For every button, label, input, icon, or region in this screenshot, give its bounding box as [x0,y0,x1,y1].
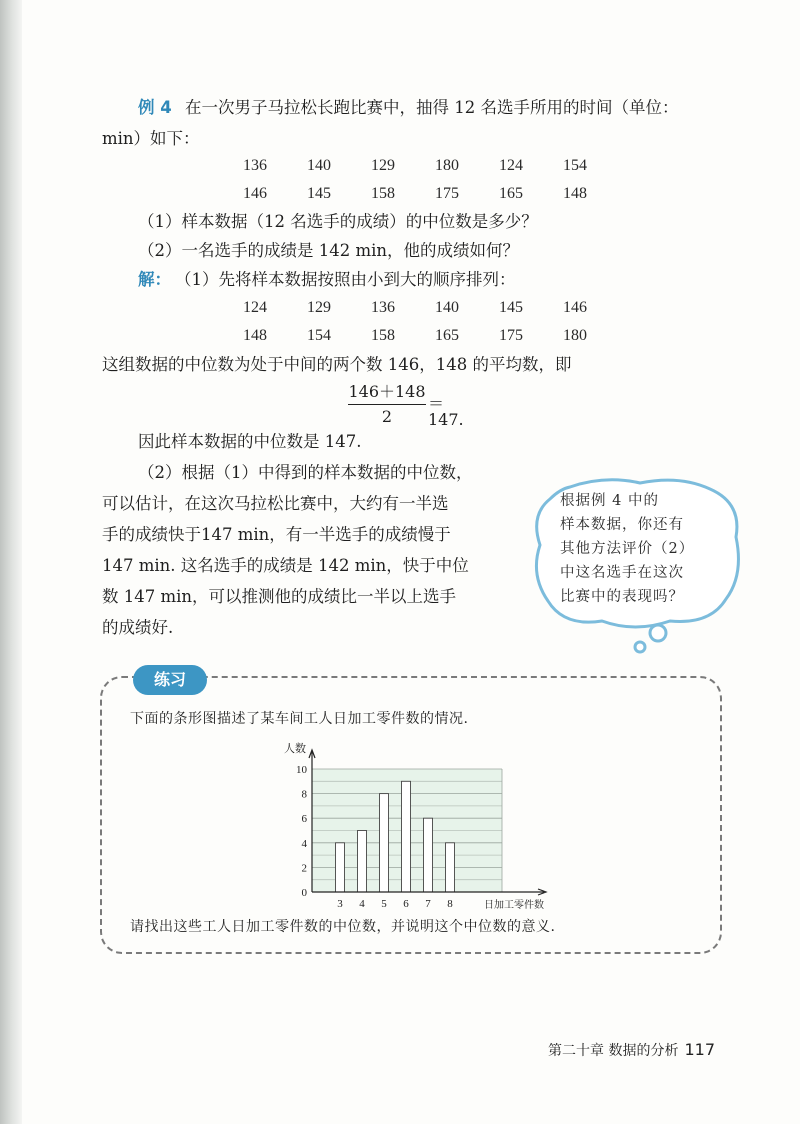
x-tick-label: 4 [359,898,365,910]
x-tick-label: 5 [381,898,387,910]
exercise-prompt: 下面的条形图描述了某车间工人日加工零件数的情况. [130,711,469,727]
exercise-tag: 练习 [133,665,207,695]
page-footer [548,1042,715,1058]
sorted-value: 124 [243,299,267,316]
data-value: 145 [307,185,331,202]
data-value: 146 [243,185,267,202]
sorted-value: 165 [435,327,459,344]
sorted-value: 129 [307,299,331,316]
part2-line-2: 可以估计，在这次马拉松比赛中，大约有一半选 [102,494,449,513]
x-tick-label: 7 [425,898,431,910]
bar-3 [336,843,345,892]
bar-chart [270,740,560,910]
y-tick-label: 8 [301,788,307,801]
solution-label: 解： [138,270,171,289]
example-intro-line2: min）如下： [102,129,200,148]
question-1: （1）样本数据（12 名选手的成绩）的中位数是多少？ [138,212,538,231]
cloud-line-3: 其他方法评价（2） [560,541,695,557]
sorted-row-1 [243,300,627,316]
question-2: （2）一名选手的成绩是 142 min，他的成绩如何？ [138,241,520,260]
data-value: 180 [435,157,459,174]
x-tick-label: 3 [337,898,343,910]
sorted-value: 175 [499,327,523,344]
y-tick-label: 2 [301,862,307,875]
page-number: 117 [684,1040,715,1059]
y-tick-label: 6 [301,813,307,826]
example-label: 例 4 [138,98,172,117]
part2-line-1: （2）根据（1）中得到的样本数据的中位数， [138,463,473,482]
data-row-2 [243,186,627,202]
conclusion-1: 因此样本数据的中位数是 147. [138,432,362,451]
sorted-value: 136 [371,299,395,316]
data-value: 165 [499,185,523,202]
bar-8 [446,843,455,892]
example-intro-line1: 在一次男子马拉松长跑比赛中，抽得 12 名选手所用的时间（单位： [185,98,679,117]
fraction-numerator: 146＋148 [348,382,426,401]
data-value: 154 [563,157,587,174]
sorted-value: 154 [307,327,331,344]
data-value: 136 [243,157,267,174]
data-value: 175 [435,185,459,202]
bar-4 [358,831,367,893]
part2-line-5: 数 147 min，可以推测他的成绩比一半以上选手 [102,587,457,606]
x-tick-label: 6 [403,898,409,910]
part2-line-3: 手的成绩快于147 min，有一半选手的成绩慢于 [102,525,451,544]
sorted-value: 146 [563,299,587,316]
y-tick-label: 10 [296,764,307,776]
sorted-value: 158 [371,327,395,344]
y-tick-label: 0 [301,887,307,899]
page-binding-shadow [0,0,22,1124]
sorted-row-2 [243,328,627,344]
solution-step1: （1）先将样本数据按照由小到大的顺序排列： [175,270,516,289]
y-axis-label: 人数 [284,742,306,755]
sorted-value: 180 [563,327,587,344]
chapter-title: 第二十章 数据的分析 [548,1043,679,1059]
median-explanation: 这组数据的中位数为处于中间的两个数 146，148 的平均数，即 [102,355,572,374]
bar-5 [380,794,389,892]
exercise-question: 请找出这些工人日加工零件数的中位数，并说明这个中位数的意义. [130,919,556,935]
x-tick-label: 8 [447,898,453,910]
cloud-line-5: 比赛中的表现吗？ [560,589,684,605]
x-axis-label: 日加工零件数 [484,900,544,910]
sorted-value: 145 [499,299,523,316]
part2-line-6: 的成绩好. [102,618,174,637]
fraction-bar [348,404,426,405]
cloud-line-4: 中这名选手在这次 [560,565,684,581]
bar-7 [424,818,433,892]
data-value: 148 [563,185,587,202]
data-value: 140 [307,157,331,174]
bar-6 [402,781,411,892]
sorted-value: 148 [243,327,267,344]
data-value: 124 [499,157,523,174]
data-value: 158 [371,185,395,202]
data-row-1 [243,158,627,174]
cloud-line-1: 根据例 4 中的 [560,493,659,509]
y-tick-label: 4 [301,837,307,850]
sorted-value: 140 [435,299,459,316]
data-value: 129 [371,157,395,174]
fraction-denominator: 2 [381,407,393,426]
cloud-line-2: 样本数据，你还有 [560,517,684,533]
part2-line-4: 147 min. 这名选手的成绩是 142 min，快于中位 [102,556,469,575]
fraction-result: ＝147. [428,394,464,429]
